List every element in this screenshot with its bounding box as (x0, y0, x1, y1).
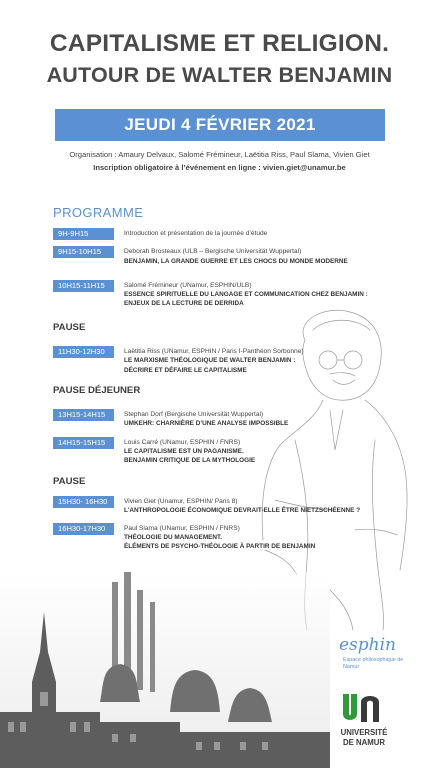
session-time-badge: 9H-9H15 (53, 228, 114, 240)
session-time-badge: 9H15-10H15 (53, 246, 114, 258)
session-speaker: Salomé Frémineur (UNamur, ESPHIN/ULB) (124, 282, 252, 289)
session-talk-title: BENJAMIN CRITIQUE DE LA MYTHOLOGIE (124, 457, 256, 464)
organisation-line: Organisation : Amaury Delvaux, Salomé Frémineur, Laëtitia Riss, Paul Slama, Vivien Giet (69, 150, 370, 159)
session-talk-title: ENJEUX DE LA LECTURE DE DERRIDA (124, 300, 244, 307)
unamur-logo-icon (337, 690, 385, 726)
session-time-badge: 15H30- 16H30 (53, 496, 114, 508)
session-time-badge: 14H15-15H15 (53, 437, 114, 449)
university-name-line2: DE NAMUR (342, 738, 385, 747)
session-time-badge: 13H15-14H15 (53, 409, 114, 421)
session-talk-title: UMKEHR: CHARNIÈRE D’UNE ANALYSE IMPOSSIBLE (124, 420, 289, 427)
session-talk-title: LE MARXISME THÉOLOGIQUE DE WALTER BENJAMIN : (124, 357, 296, 364)
session-speaker: Introduction et présentation de la journée d’étude (124, 230, 268, 237)
session-speaker: Louis Carré (UNamur, ESPHIN / FNRS) (124, 439, 241, 446)
esphin-logo-subtitle: Espace philosophique de Namur (343, 657, 404, 670)
session-time-badge: 16H30-17H30 (53, 523, 114, 535)
session-talk-title: ESSENCE SPIRITUELLE DU LANGAGE ET COMMUNICATION CHEZ BENJAMIN : (124, 291, 368, 298)
session-talk-title: THÉOLOGIE DU MANAGEMENT. (124, 534, 222, 541)
esphin-logo: esphin (339, 635, 397, 655)
poster-title-line1: CAPITALISME ET RELIGION. (49, 30, 390, 57)
city-illustration (0, 572, 330, 768)
session-talk-title: BENJAMIN, LA GRANDE GUERRE ET LES CHOCS DU MONDE MODERNE (124, 258, 348, 265)
programme-heading: PROGRAMME (53, 205, 144, 220)
session-time-badge: 11H30-12H30 (53, 346, 114, 358)
poster-title-line2: AUTOUR DE WALTER BENJAMIN (46, 63, 393, 87)
session-talk-title: L’ANTHROPOLOGIE ÉCONOMIQUE DEVRAIT-ELLE ÊTRE NIETZSCHÉENNE ? (124, 507, 361, 514)
inscription-line: Inscription obligatoire à l’événement en ligne : vivien.giet@unamur.be (93, 163, 346, 172)
session-speaker: Vivien Giet (Unamur, ESPHIN/ Paris 8) (124, 498, 238, 505)
pause-label: PAUSE (53, 476, 86, 487)
session-talk-title: LE CAPITALISME EST UN PAGANISME. (124, 448, 244, 455)
session-speaker: Laëtitia Riss (UNamur, ESPHIN / Paris I-Panthéon Sorbonne) (124, 348, 304, 355)
university-name-line1: UNIVERSITÉ (340, 728, 388, 737)
session-time-badge: 10H15-11H15 (53, 280, 114, 292)
session-speaker: Deborah Brosteaux (ULB – Bergische Universität Wuppertal) (124, 248, 302, 255)
session-speaker: Paul Slama (UNamur, ESPHIN / FNRS) (124, 525, 240, 532)
session-talk-title: DÉCRIRE ET DÉFAIRE LE CAPITALISME (124, 367, 247, 374)
pause-label: PAUSE (53, 322, 86, 333)
pause-dejeuner-label: PAUSE DÉJEUNER (53, 385, 141, 396)
event-date-banner: JEUDI 4 FÉVRIER 2021 (55, 109, 385, 141)
session-talk-title: ÉLÉMENTS DE PSYCHO-THÉOLOGIE À PARTIR DE BENJAMIN (124, 543, 316, 550)
session-speaker: Stephan Dorf (Bergische Universität Wuppertal) (124, 411, 264, 418)
